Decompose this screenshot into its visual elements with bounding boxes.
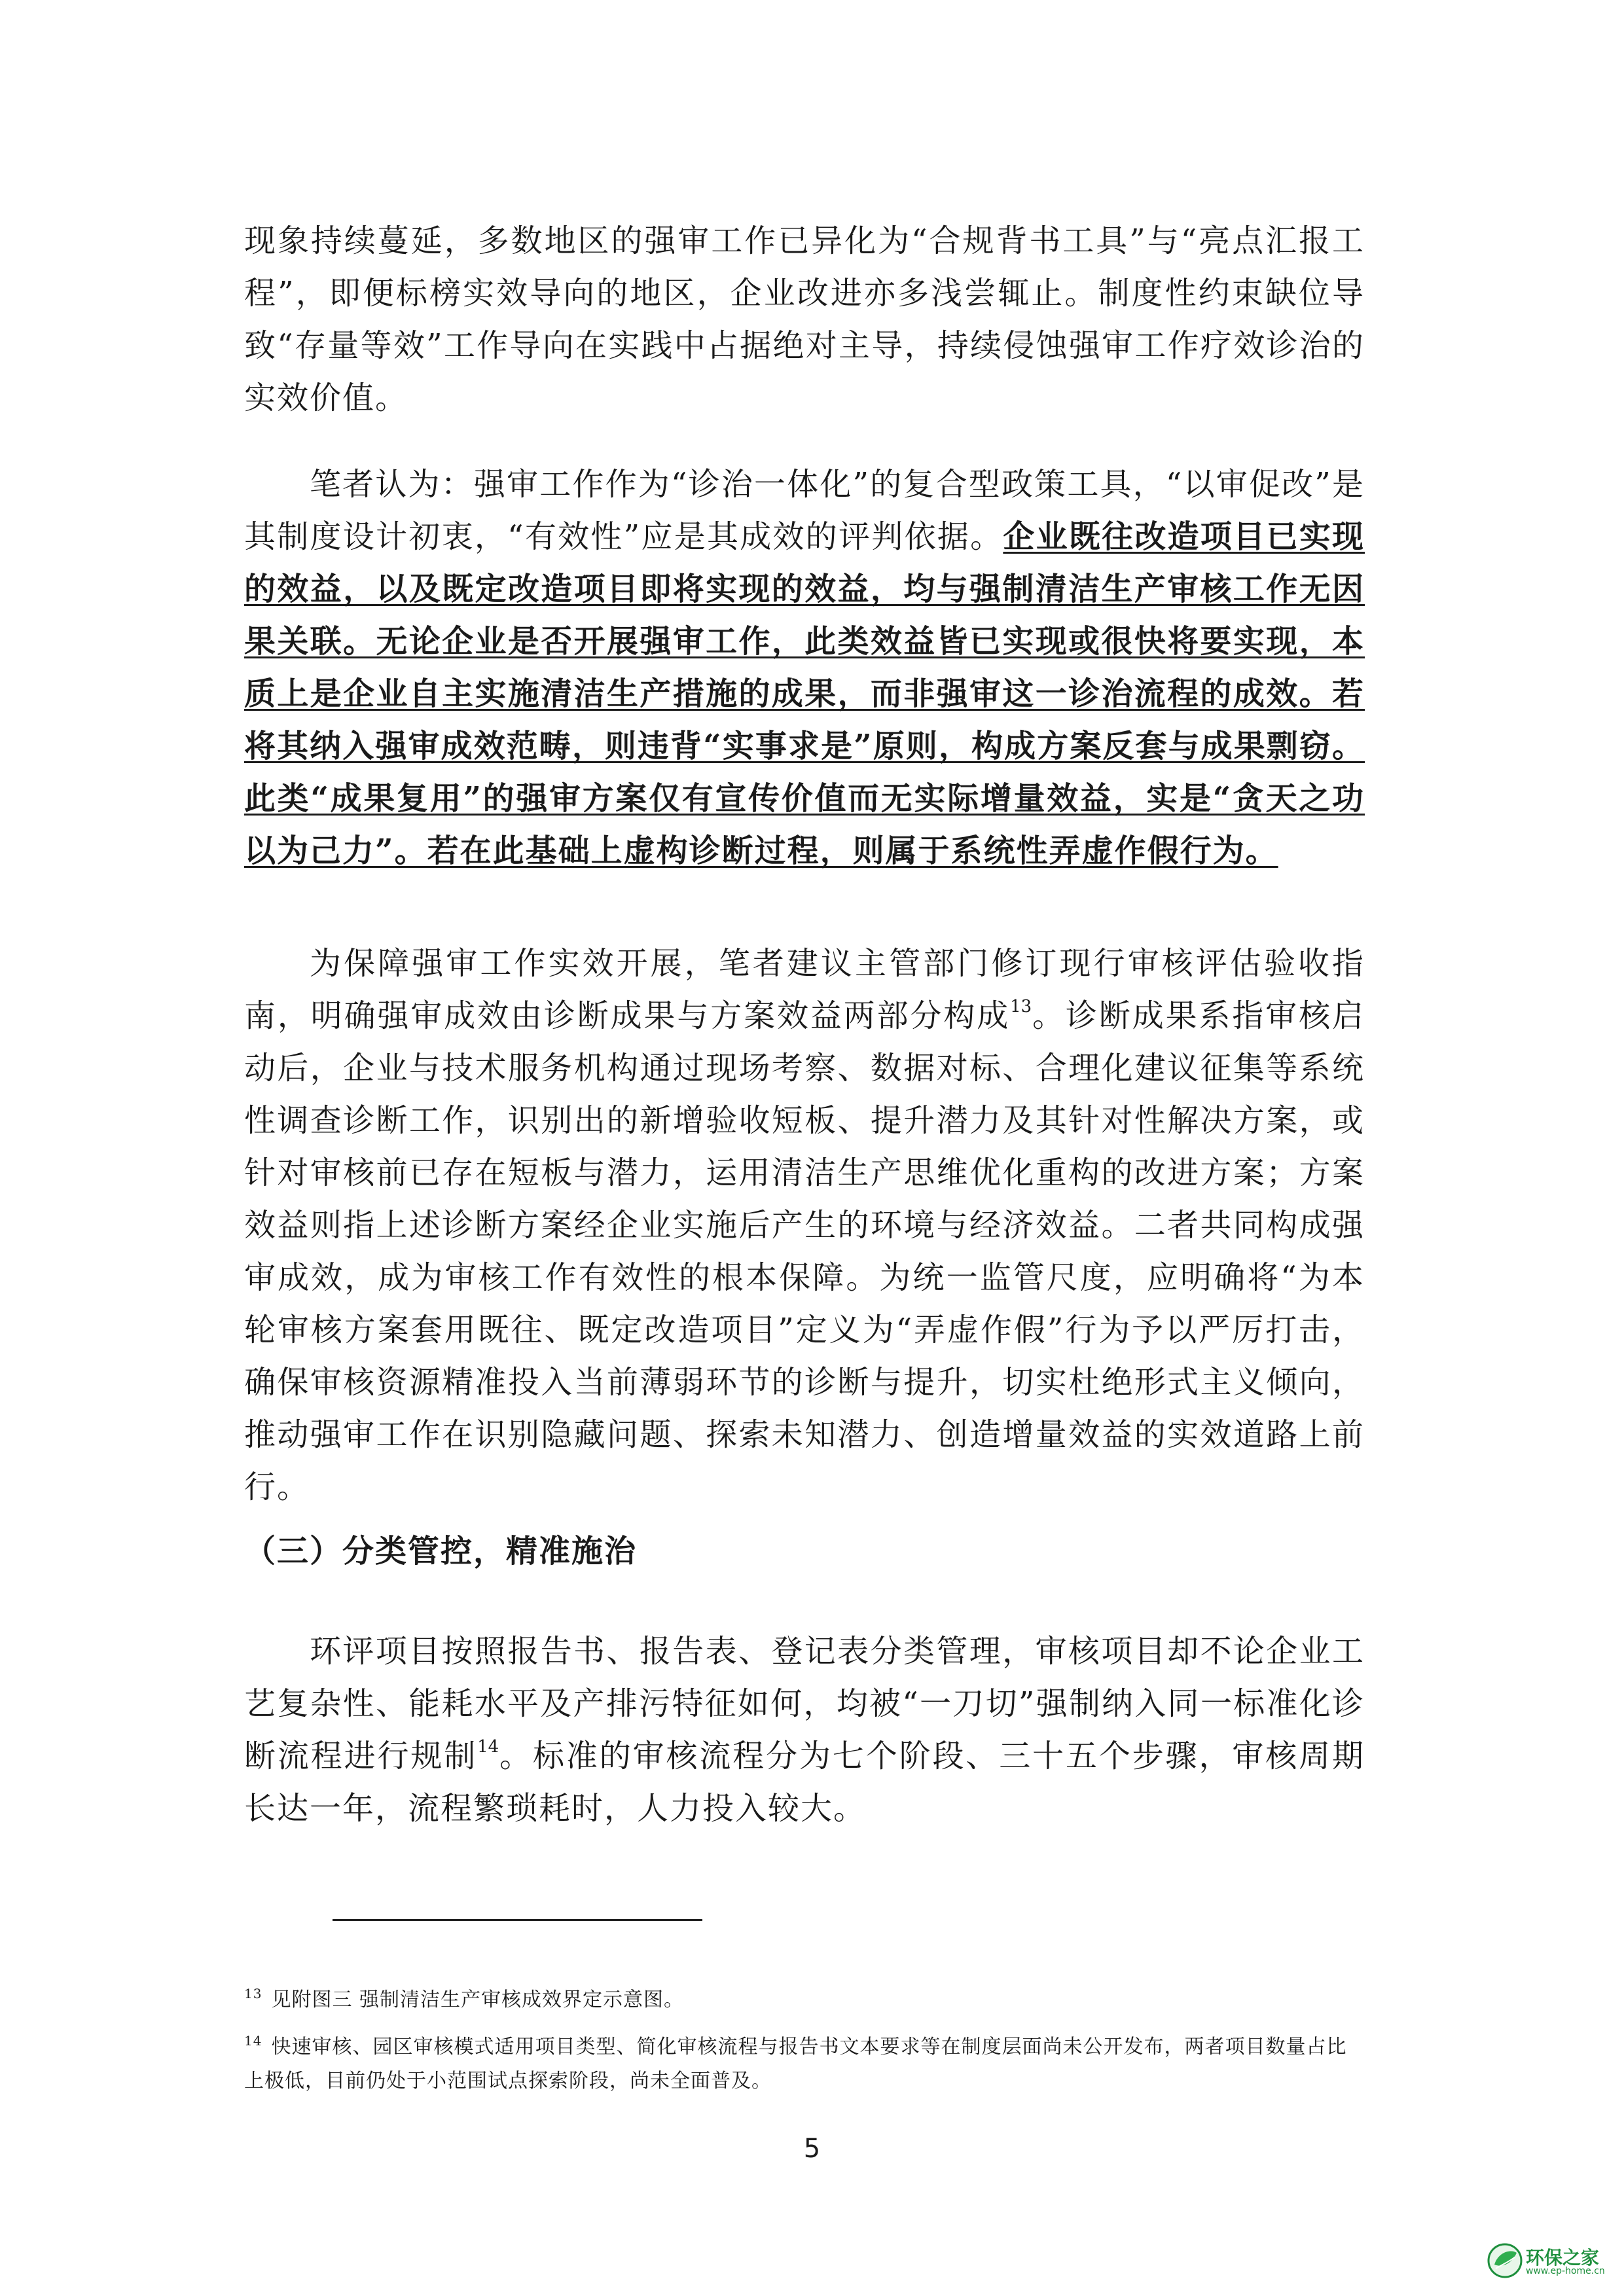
paragraph-3 bbox=[244, 937, 1365, 1513]
paragraph-1-text: 现象持续蔓延，多数地区的强审工作已异化为“合规背书工具”与“亮点汇报工程”，即便标榜实效导向的地区，企业改进亦多浅尝辄止。制度性约束缺位导致“存量等效”工作导向在实践中占据绝对主导，持续侵蚀强审工作疗效诊治的实效价值。 bbox=[244, 223, 1365, 416]
paragraph-3-text-a: 为保障强审工作实效开展，笔者建议主管部门修订现行审核评估验收指南，明确强审成效由诊断成果与方案效益两部分构成 bbox=[244, 945, 1365, 1034]
watermark-url: www.ep-home.cn bbox=[1526, 2266, 1605, 2276]
section-heading: （三）分类管控，精准施治 bbox=[244, 1533, 638, 1570]
footnote-13-number: 13 bbox=[244, 1986, 262, 2001]
footnote-14-text: 快速审核、园区审核模式适用项目类型、简化审核流程与报告书文本要求等在制度层面尚未公开发布，两者项目数量占比上极低，目前仍处于小范围试点探索阶段，尚未全面普及。 bbox=[244, 2036, 1347, 2092]
paragraph-2-emphasis: 企业既往改造项目已实现的效益，以及既定改造项目即将实现的效益，均与强制清洁生产审核工作无因果关联。无论企业是否开展强审工作，此类效益皆已实现或很快将要实现，本质上是企业自主实施清洁生产措施的成果，而非强审这一诊治流程的成效。若将其纳入强审成效范畴，则违背“实事求是”原则，构成方案反套与成果剽窃。此类“成果复用”的强审方案仅有宣传价值而无实际增量效益，实是“贪天之功以为己力”。若在此基础上虚构诊断过程，则属于系统性弄虚作假行为。 bbox=[244, 518, 1365, 869]
footnote-14 bbox=[244, 2030, 1365, 2098]
footnote-separator bbox=[333, 1919, 702, 1921]
footnote-ref-14[interactable]: 14 bbox=[477, 1737, 499, 1757]
page-number: 5 bbox=[803, 2134, 821, 2164]
paragraph-1 bbox=[244, 215, 1365, 424]
footnote-14-number: 14 bbox=[244, 2033, 262, 2049]
paragraph-4-text-a: 环评项目按照报告书、报告表、登记表分类管理，审核项目却不论企业工艺复杂性、能耗水平及产排污特征如何，均被“一刀切”强制纳入同一标准化诊断流程进行规制 bbox=[244, 1633, 1365, 1774]
footnote-ref-13[interactable]: 13 bbox=[1010, 997, 1032, 1016]
paragraph-2 bbox=[244, 458, 1365, 877]
watermark bbox=[1487, 2242, 1611, 2282]
paragraph-4 bbox=[244, 1625, 1365, 1835]
footnote-13-text: 见附图三 强制清洁生产审核成效界定示意图。 bbox=[271, 1988, 684, 2011]
leaf-globe-icon bbox=[1487, 2242, 1523, 2279]
watermark-name: 环保之家 bbox=[1526, 2247, 1600, 2269]
paragraph-4-text-b: 。标准的审核流程分为七个阶段、三十五个步骤，审核周期长达一年，流程繁琐耗时，人力投入较大。 bbox=[244, 1738, 1365, 1827]
paragraph-2-plain: 笔者认为：强审工作作为“诊治一体化”的复合型政策工具，“以审促改”是其制度设计初衷，“有效性”应是其成效的评判依据。 bbox=[244, 466, 1365, 555]
paragraph-3-text-b: 。诊断成果系指审核启动后，企业与技术服务机构通过现场考察、数据对标、合理化建议征集等系统性调查诊断工作，识别出的新增验收短板、提升潜力及其针对性解决方案，或针对审核前已存在短板与潜力，运用清洁生产思维优化重构的改进方案；方案效益则指上述诊断方案经企业实施后产生的环境与经济效益。二者共同构成强审成效，成为审核工作有效性的根本保障。为统一监管尺度，应明确将“为本轮审核方案套用既往、既定改造项目”定义为“弄虚作假”行为予以严厉打击，确保审核资源精准投入当前薄弱环节的诊断与提升，切实杜绝形式主义倾向，推动强审工作在识别隐藏问题、探索未知潜力、创造增量效益的实效道路上前行。 bbox=[244, 997, 1365, 1505]
footnote-13 bbox=[244, 1983, 1365, 2017]
